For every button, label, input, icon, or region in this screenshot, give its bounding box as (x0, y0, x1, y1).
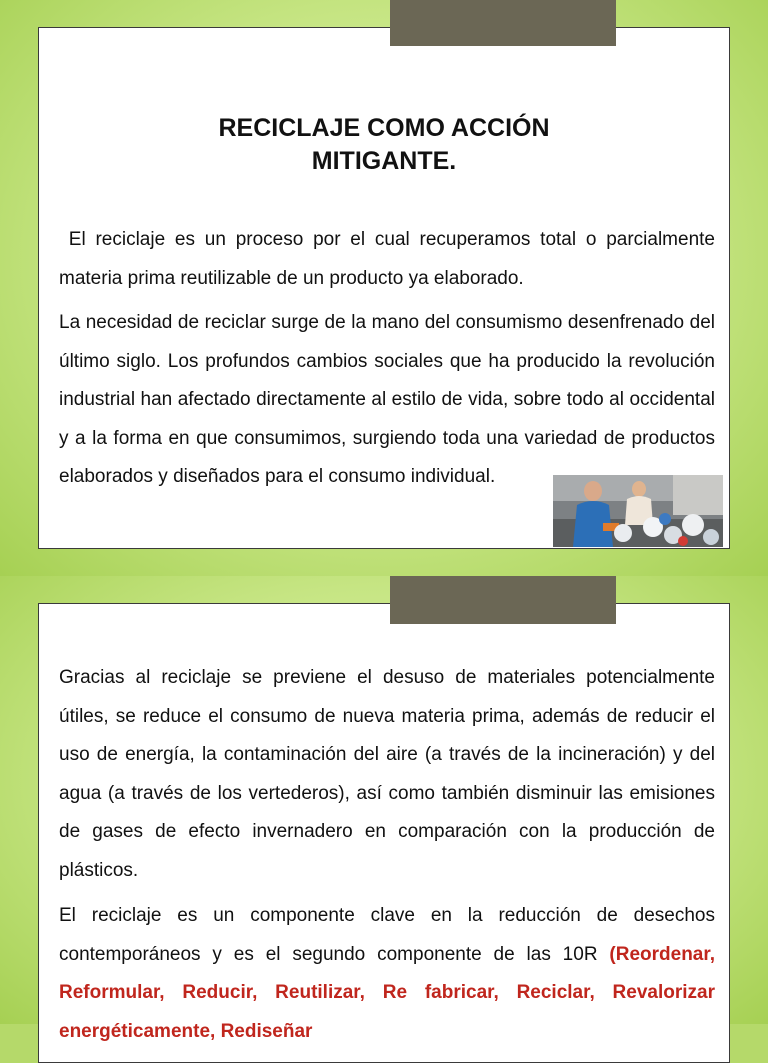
paragraph-text: Gracias al reciclaje se previene el desuso de materiales potencialmente útiles, se reduce el consumo de nueva materia prima, además de reducir el uso de energía, la contaminación del aire (a través de la incineración) y del agua (a través de los vertederos), así como también disminuir las emisiones de gases de efecto invernadero en comparación con la producción de plásticos. (59, 667, 715, 881)
photo-illustration (553, 475, 723, 547)
header-tab (390, 576, 616, 624)
slide-2 (0, 576, 768, 1042)
paragraph-text: La necesidad de reciclar surge de la mano del consumismo desenfrenado del último siglo. Los profundos cambios sociales que ha producido la revolución industrial han afectado directamente al estilo de vida, sobre todo al occidental y a la forma en que consumimos, surgiendo toda una variedad de productos elaborados y diseñados para el consumo individual. (59, 312, 715, 487)
paragraph-10r (59, 897, 715, 1051)
paragraph-need (59, 304, 715, 497)
title-line-2: MITIGANTE. (311, 147, 457, 175)
content-panel (38, 603, 730, 1063)
content-panel (38, 27, 730, 549)
header-tab (390, 0, 616, 46)
ten-r-list: (Reordenar, Reformular, Reducir, Reutilizar, Re fabricar, Reciclar, Revalorizar energéticamente, Rediseñar (59, 943, 715, 1042)
title-line-1: RECICLAJE COMO ACCIÓN (218, 114, 550, 142)
paragraph-text: El reciclaje es un proceso por el cual recuperamos total o parcialmente materia prima reutilizable de un producto ya elaborado. (59, 229, 721, 289)
paragraph-text-normal: El reciclaje es un componente clave en la reducción de desechos contemporáneos y es el segundo componente de las 10R (59, 905, 715, 965)
paragraph-definition (59, 221, 721, 298)
paragraph-text (59, 897, 715, 1051)
paragraph-benefits (59, 659, 715, 890)
recycling-workers-photo (553, 475, 723, 547)
slide-title (39, 112, 729, 178)
